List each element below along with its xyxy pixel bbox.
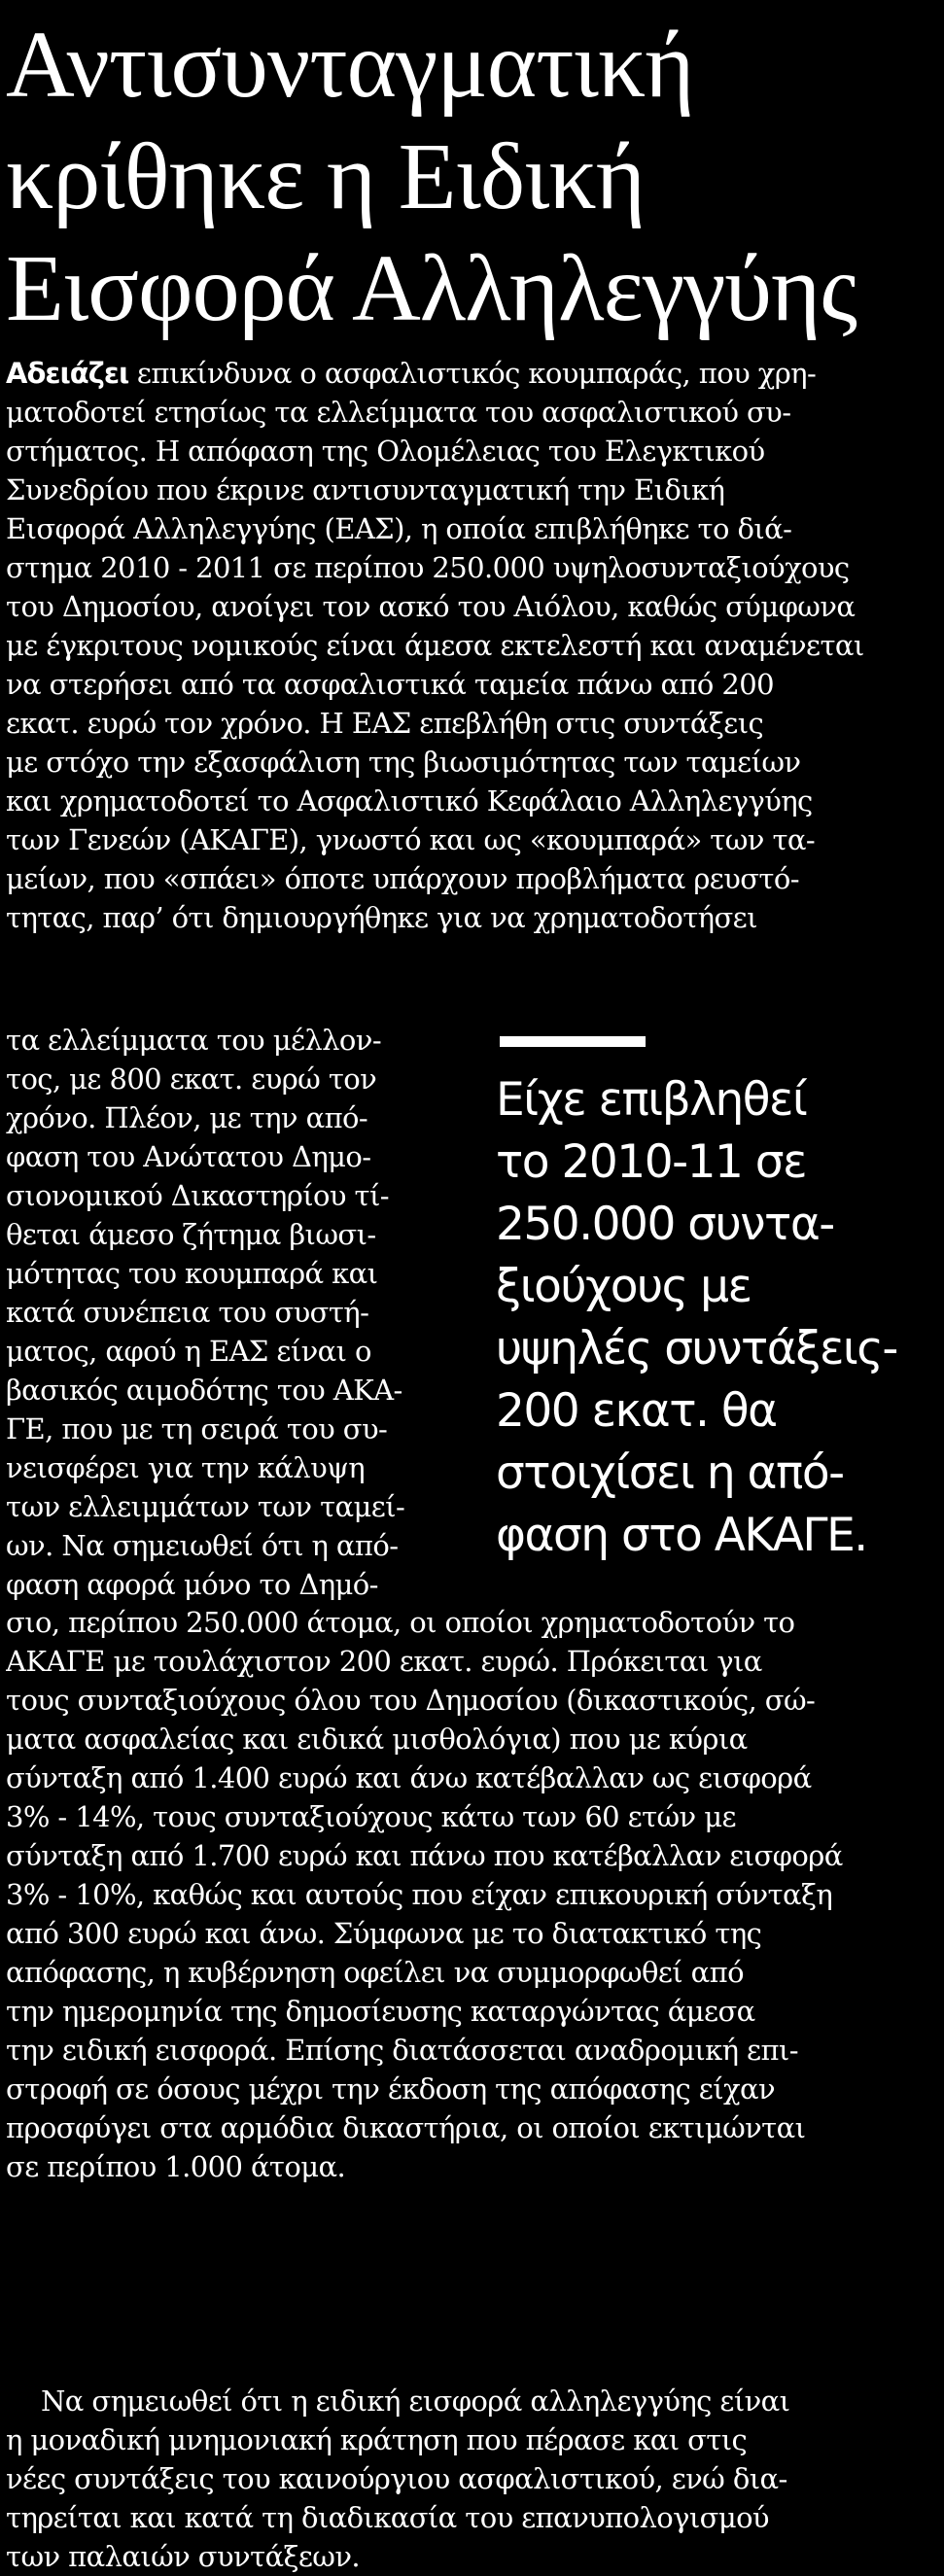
body-line: σύνταξη από 1.700 ευρώ και πάνω που κατέβαλλαν εισφορά: [6, 1839, 843, 1872]
body-line: σύνταξη από 1.400 ευρώ και άνω κατέβαλλαν ως εισφορά: [6, 1761, 812, 1794]
body-line: Να σημειωθεί ότι η ειδική εισφορά αλληλεγγύης είναι: [41, 2385, 790, 2418]
body-line: από 300 ευρώ και άνω. Σύμφωνα με το διατακτικό της: [6, 1917, 762, 1950]
lead-word: Αδειάζει: [6, 357, 129, 390]
pullquote-line: υψηλές συντάξεις-: [496, 1322, 897, 1375]
body-line: 3% - 10%, καθώς και αυτούς που είχαν επικουρική σύνταξη: [6, 1878, 833, 1911]
body-line: να στερήσει από τα ασφαλιστικά ταμεία πάνω από 200: [6, 668, 774, 701]
pullquote: [496, 1069, 938, 1567]
body-line: μείων, που «σπάει» όποτε υπάρχουν προβλήματα ρευστό-: [6, 862, 799, 895]
body-line: των παλαιών συντάξεων.: [6, 2540, 360, 2573]
body-line: τα ελλείμματα του μέλλον-: [6, 1024, 382, 1057]
body-line: ματος, αφού η ΕΑΣ είναι ο: [6, 1335, 371, 1368]
body-line: του Δημοσίου, ανοίγει τον ασκό του Αιόλου, καθώς σύμφωνα: [6, 590, 856, 623]
body-line: με στόχο την εξασφάλιση της βιωσιμότητας των ταμείων: [6, 746, 801, 779]
body-line: μότητας του κουμπαρά και: [6, 1257, 378, 1290]
body-line: των ελλειμμάτων των ταμεί-: [6, 1490, 405, 1523]
pullquote-line: Είχε επιβληθεί: [496, 1073, 807, 1127]
headline-line: Εισφορά Αλληλεγγύης: [6, 236, 857, 341]
body-line: στροφή σε όσους μέχρι την έκδοση της απόφασης είχαν: [6, 2072, 775, 2106]
body-line: κατά συνέπεια του συστή-: [6, 1296, 369, 1329]
article-paragraph-continued: [6, 1603, 937, 2186]
headline: [6, 10, 939, 345]
body-line: εκατ. ευρώ τον χρόνο. Η ΕΑΣ επεβλήθη στις συντάξεις: [6, 707, 764, 740]
article-paragraph-1: [6, 354, 937, 937]
body-line: τος, με 800 εκατ. ευρώ τον: [6, 1062, 377, 1096]
body-line: νεισφέρει για την κάλυψη: [6, 1451, 366, 1484]
body-line: βασικός αιμοδότης του ΑΚΑ-: [6, 1374, 402, 1407]
body-line-text: επικίνδυνα ο ασφαλιστικός κουμπαράς, που χρη-: [128, 357, 817, 390]
pullquote-line: ξιούχους με: [496, 1260, 752, 1313]
body-line: νέες συντάξεις του καινούργιου ασφαλιστικού, ενώ δια-: [6, 2462, 787, 2495]
body-line: Συνεδρίου που έκρινε αντισυνταγματική την Ειδική: [6, 473, 725, 506]
pullquote-line: στοιχίσει η από-: [496, 1446, 844, 1500]
body-line: σιονομικού Δικαστηρίου τί-: [6, 1179, 389, 1212]
body-line: ματοδοτεί ετησίως τα ελλείμματα του ασφαλιστικού συ-: [6, 396, 791, 429]
pullquote-line: 250.000 συντα-: [496, 1198, 834, 1251]
body-line: τους συνταξιούχους όλου του Δημοσίου (δικαστικούς, σώ-: [6, 1684, 816, 1717]
body-line: τηρείται και κατά τη διαδικασία του επανυπολογισμού: [6, 2501, 769, 2534]
body-line: στήματος. Η απόφαση της Ολομέλειας του Ελεγκτικού: [6, 435, 765, 468]
body-line: απόφασης, η κυβέρνηση οφείλει να συμμορφωθεί από: [6, 1956, 744, 1989]
body-line: με έγκριτους νομικούς είναι άμεσα εκτελεστή και αναμένεται: [6, 629, 864, 662]
body-line: φαση του Ανώτατου Δημο-: [6, 1140, 371, 1173]
body-line: τητας, παρ’ ότι δημιουργήθηκε για να χρηματοδοτήσει: [6, 901, 757, 934]
body-line: φαση αφορά μόνο το Δημό-: [6, 1568, 378, 1601]
body-line: ΑΚΑΓΕ με τουλάχιστον 200 εκατ. ευρώ. Πρόκειται για: [6, 1645, 762, 1678]
pullquote-line: φαση στο ΑΚΑΓΕ.: [496, 1509, 867, 1562]
headline-line: Αντισυνταγματική: [6, 13, 694, 118]
body-line: η μοναδική μνημονιακή κράτηση που πέρασε και στις: [6, 2423, 748, 2456]
pullquote-line: το 2010-11 σε: [496, 1135, 807, 1189]
body-line: προσφύγει στα αρμόδια δικαστήρια, οι οποίοι εκτιμώνται: [6, 2111, 806, 2144]
body-line: Εισφορά Αλληλεγγύης (ΕΑΣ), η οποία επιβλήθηκε το διά-: [6, 512, 792, 545]
body-line: θεται άμεσο ζήτημα βιωσι-: [6, 1218, 376, 1251]
body-line: των Γενεών (ΑΚΑΓΕ), γνωστό και ως «κουμπαρά» των τα-: [6, 823, 816, 856]
body-line: ων. Να σημειωθεί ότι η από-: [6, 1529, 399, 1562]
body-line: σε περίπου 1.000 άτομα.: [6, 2150, 346, 2183]
body-line: ΓΕ, που με τη σειρά του συ-: [6, 1412, 388, 1445]
body-line: σιο, περίπου 250.000 άτομα, οι οποίοι χρηματοδοτούν το: [6, 1606, 795, 1639]
body-line: χρόνο. Πλέον, με την από-: [6, 1101, 368, 1134]
body-line: και χρηματοδοτεί το Ασφαλιστικό Κεφάλαιο Αλληλεγγύης: [6, 784, 813, 818]
body-line: 3% - 14%, τους συνταξιούχους κάτω των 60 ετών με: [6, 1800, 736, 1833]
article-narrow-column: [6, 1021, 463, 1604]
pullquote-rule: [500, 1036, 646, 1047]
pullquote-line: 200 εκατ. θα: [496, 1384, 777, 1438]
body-line: ματα ασφαλείας και ειδικά μισθολόγια) που με κύρια: [6, 1723, 748, 1756]
body-line: την ειδική εισφορά. Επίσης διατάσσεται αναδρομική επι-: [6, 2034, 798, 2067]
body-line: την ημερομηνία της δημοσίευσης καταργώντας άμεσα: [6, 1995, 755, 2028]
article-paragraph-final: [6, 2382, 937, 2576]
body-line: στημα 2010 - 2011 σε περίπου 250.000 υψηλοσυνταξιούχους: [6, 551, 850, 584]
headline-line: κρίθηκε η Ειδική: [6, 124, 646, 229]
body-line: [6, 354, 937, 393]
